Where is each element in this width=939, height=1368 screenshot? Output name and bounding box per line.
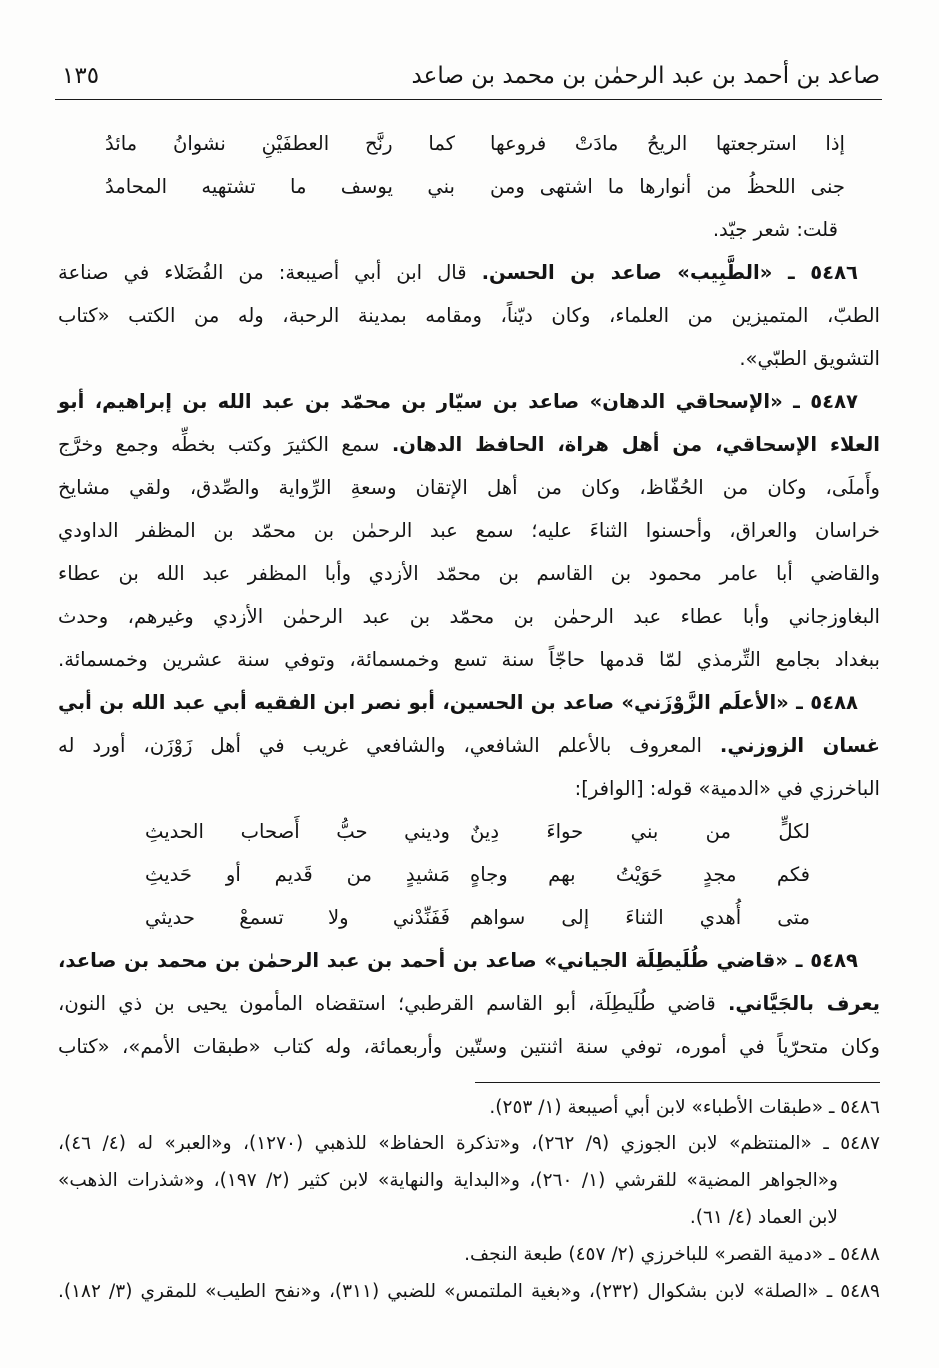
verse-line	[58, 896, 880, 939]
entry-text: قاضي طُلَيطِلَة، أبو القاسم القرطبي؛ استقضاه المأمون يحيى بن ذي النون،	[58, 992, 728, 1015]
entry-5486-line	[58, 251, 880, 294]
verse-line	[58, 810, 880, 853]
entry-5488-heading: ٥٤٨٨ ـ «الأعلَم الزَّوْزَني» صاعد بن الحسين، أبو نصر ابن الفقيه أبي عبد الله بن أبي	[58, 691, 858, 714]
entry-5487-line: والقاضي أبا عامر محمود بن القاسم بن محمّد الأزدي وأبا المظفر عبد الله بن عطاء	[58, 562, 880, 585]
entry-5487-line	[58, 423, 880, 466]
verse-line	[58, 165, 880, 208]
entry-5487-line: وأَملَى، وكان من الحُفّاظ، وكان من أهل الإتقان وسعةِ الرِّواية والصِّدق، ولقي مشايخ	[58, 476, 880, 499]
verse-first-hemistich: جنى اللحظُ من أنوارها ما اشتهى ومن	[490, 175, 845, 198]
entry-5487-heading: ٥٤٨٧ ـ «الإسحاقي الدهان» صاعد بن سيّار بن محمّد بن عبد الله بن إبراهيم، أبو	[58, 390, 858, 413]
entry-5488-line: الباخرزي في «الدمية» قوله: [الوافر]:	[574, 777, 880, 800]
verse-first-hemistich: فكم مجدٍ حَوَيْتُ بهم وجاهٍ	[470, 863, 810, 886]
running-title: صاعد بن أحمد بن عبد الرحمٰن بن محمد بن صاعد	[411, 63, 880, 89]
entry-text: قال ابن أبي أصيبعة: من الفُضَلاء في صناعة	[58, 261, 482, 284]
page-header	[58, 56, 880, 96]
verse-second-hemistich: كما رنَّح العطفَيْنِ نشوانُ مائدُ	[105, 132, 455, 155]
verse-second-hemistich: وديني حبُّ أَصحاب الحديثِ	[145, 820, 450, 843]
entry-text: سمع الكثيرَ وكتب بخطِّه وجمع وخرَّج	[58, 433, 392, 456]
entry-5487-line: خراسان والعراق، وأحسنوا الثناءَ عليه؛ سمع عبد الرحمٰن بن محمّد بن المظفر الداودي	[58, 519, 880, 542]
verse-second-hemistich: مَشيدٍ من قَديم أو حَديثِ	[145, 863, 450, 886]
footnote-5487-continued: لابن العماد (٤/ ٦١).	[689, 1206, 838, 1228]
verse-second-hemistich: فَفَنِّدْني ولا تسمعْ حديثي	[145, 906, 450, 929]
footnotes	[58, 1090, 880, 1311]
entry-5486-line: التشويق الطبّي».	[739, 347, 880, 370]
footnote-5488: ٥٤٨٨ ـ «دمية القصر» للباخرزي (٢/ ٤٥٧) طبعة النجف.	[464, 1243, 880, 1265]
page-number: ١٣٥	[62, 63, 100, 89]
verse-first-hemistich: إذا استرجعتها الريحُ مادَتْ فروعها	[490, 132, 845, 155]
verse-first-hemistich: لكلٍّ من بني حواءَ دِينٌ	[470, 820, 810, 843]
entry-5486-line: الطبّ، المتميزين من العلماء، وكان ديّناً، ومقامه بمدينة الرحبة، وله من الكتب «كتاب	[58, 304, 880, 327]
entry-heading: غسان الزوزني.	[719, 734, 880, 757]
verse-line	[58, 853, 880, 896]
entry-5487-line: البغاوزجاني وأبا عطاء عبد الرحمٰن بن محمّد بن عبد الرحمٰن الأزدي وغيرهم، وحدث	[58, 605, 880, 628]
verse-second-hemistich: بني يوسف ما تشتهيه المحامدُ	[105, 175, 455, 198]
entry-text: المعروف بالأعلم الشافعي، والشافعي غريب في أهل زَوْزَن، أورد له	[58, 734, 720, 757]
main-text	[58, 122, 880, 1068]
entry-5488-line	[58, 724, 880, 767]
entry-heading: العلاء الإسحاقي، من أهل هراة، الحافظ الدهان.	[391, 433, 880, 456]
verse-line	[58, 122, 880, 165]
footnote-separator	[475, 1082, 880, 1083]
footnote-5486: ٥٤٨٦ ـ «طبقات الأطباء» لابن أبي أصيبعة (١/ ٢٥٣).	[489, 1096, 880, 1118]
entry-heading: يعرف بالجَيَّاني.	[727, 992, 880, 1015]
entry-5489-line	[58, 982, 880, 1025]
footnote-5487: ٥٤٨٧ ـ «المنتظم» لابن الجوزي (٩/ ٢٦٢)، و«تذكرة الحفاظ» للذهبي (١٢٧٠)، و«العبر» له (٤/ ٤٦)،	[58, 1133, 880, 1155]
footnote-5489: ٥٤٨٩ ـ «الصلة» لابن بشكوال (٢٣٢)، و«بغية الملتمس» للضبي (٣١١)، و«نفح الطيب» للمقري (٣/ ١٨٢).	[58, 1280, 880, 1302]
header-rule	[55, 99, 882, 100]
entry-5489-line: وكان متحرّياً في أموره، توفي سنة اثنتين وستّين وأربعمائة، وله كتاب «طبقات الأمم»، «كتاب	[58, 1035, 880, 1058]
footnote-5487-continued: و«الجواهر المضية» للقرشي (١/ ٢٦٠)، و«البداية والنهاية» لابن كثير (٢/ ١٩٧)، و«شذرات الذهب»	[58, 1170, 838, 1192]
entry-heading: ٥٤٨٦ ـ «الطَّبِيب» صاعد بن الحسن.	[481, 261, 858, 284]
editor-remark: قلت: شعر جيّد.	[712, 218, 838, 241]
entry-5487-line: ببغداد بجامع التِّرمذي لمّا قدمها حاجّاً سنة تسع وخمسمائة، وتوفي سنة عشرين وخمسمائة.	[58, 648, 880, 671]
entry-5489-heading: ٥٤٨٩ ـ «قاضي طُلَيطِلَة الجياني» صاعد بن أحمد بن عبد الرحمٰن بن محمد بن صاعد،	[58, 949, 858, 972]
verse-first-hemistich: متى أُهدي الثناءَ إلى سواهم	[470, 906, 810, 929]
